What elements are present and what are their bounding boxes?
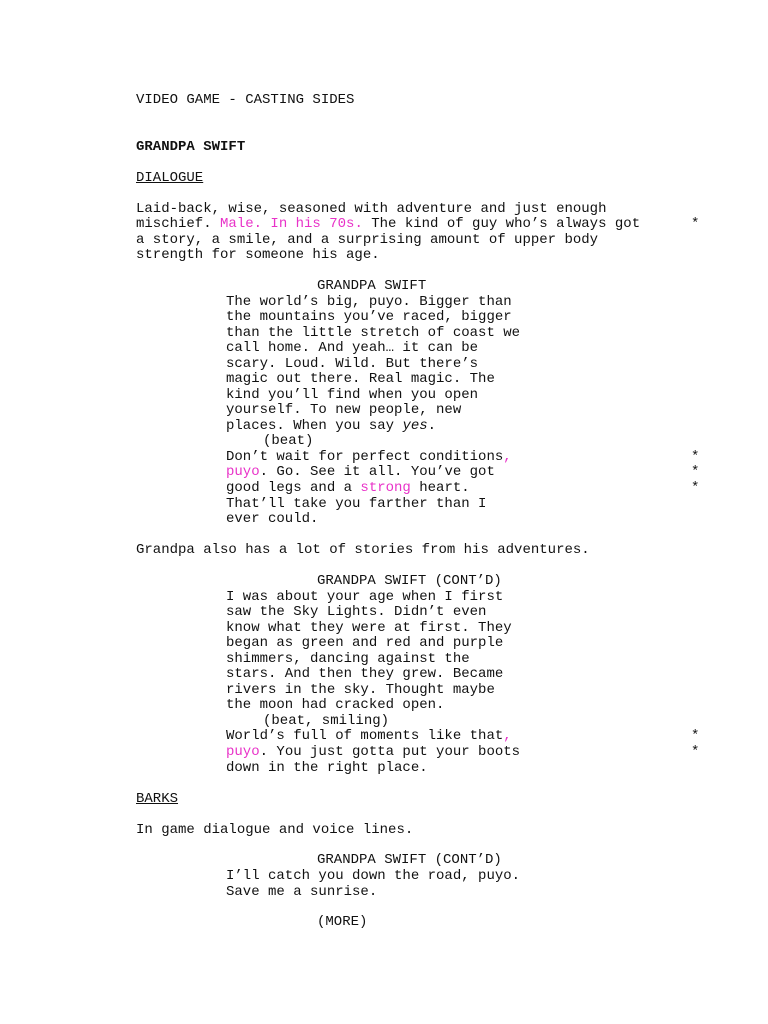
revision-asterisk: * (691, 449, 700, 465)
description-line: strength for someone his age. (136, 247, 380, 263)
character-cue: GRANDPA SWIFT (CONT’D) (317, 573, 502, 589)
dialogue-line (226, 464, 495, 480)
dialogue-line: I was about your age when I first (226, 589, 504, 605)
dialogue-emphasis: yes (402, 418, 428, 434)
dialogue-line (226, 728, 512, 744)
dialogue-text: places. When you say (226, 418, 403, 434)
description-line (136, 216, 640, 232)
dialogue-line: saw the Sky Lights. Didn’t even (226, 604, 487, 620)
dialogue-line: shimmers, dancing against the (226, 651, 470, 667)
revision-asterisk: * (691, 480, 700, 496)
dialogue-line: magic out there. Real magic. The (226, 371, 495, 387)
revision-highlight: , (503, 449, 512, 465)
more-continuation: (MORE) (317, 914, 368, 930)
dialogue-line: ever could. (226, 511, 319, 527)
dialogue-line: call home. And yeah… it can be (226, 340, 479, 356)
section-barks-heading: BARKS (136, 791, 179, 807)
revision-asterisk: * (691, 464, 700, 480)
action-line: In game dialogue and voice lines. (136, 822, 414, 838)
dialogue-line: rivers in the sky. Thought maybe (226, 682, 495, 698)
document-title: VIDEO GAME - CASTING SIDES (136, 92, 355, 108)
action-line: Grandpa also has a lot of stories from his adventures. (136, 542, 590, 558)
dialogue-line: Save me a sunrise. (226, 884, 378, 900)
dialogue-text: . You just gotta put your boots (259, 744, 521, 760)
dialogue-line (226, 418, 436, 434)
dialogue-text: . (427, 418, 437, 434)
dialogue-line: The world’s big, puyo. Bigger than (226, 294, 512, 310)
dialogue-line (226, 449, 512, 465)
parenthetical: (beat) (263, 433, 314, 449)
dialogue-text: heart. (410, 480, 470, 496)
dialogue-line: stars. And then they grew. Became (226, 666, 504, 682)
dialogue-line: know what they were at first. They (226, 620, 512, 636)
character-cue: GRANDPA SWIFT (317, 278, 427, 294)
dialogue-line (226, 744, 520, 760)
revision-highlight: puyo (226, 464, 260, 480)
description-line: a story, a smile, and a surprising amount of upper body (136, 232, 599, 248)
description-text: The kind of guy who’s always got (362, 216, 641, 232)
description-line: Laid-back, wise, seasoned with adventure and just enough (136, 201, 607, 217)
character-heading: GRANDPA SWIFT (136, 139, 246, 155)
dialogue-line: the mountains you’ve raced, bigger (226, 309, 512, 325)
revision-highlight: Male. In his 70s. (220, 216, 363, 232)
dialogue-line: scary. Loud. Wild. But there’s (226, 356, 479, 372)
dialogue-text: World’s full of moments like that (226, 728, 504, 744)
dialogue-line: than the little stretch of coast we (226, 325, 521, 341)
dialogue-line: yourself. To new people, new (226, 402, 462, 418)
parenthetical: (beat, smiling) (263, 713, 390, 729)
revision-highlight: strong (360, 480, 411, 496)
revision-asterisk: * (691, 216, 700, 232)
dialogue-line: kind you’ll find when you open (226, 387, 479, 403)
section-dialogue-heading: DIALOGUE (136, 170, 204, 186)
revision-highlight: puyo (226, 744, 260, 760)
dialogue-line: began as green and red and purple (226, 635, 504, 651)
revision-asterisk: * (691, 744, 700, 760)
revision-highlight: , (503, 728, 512, 744)
character-cue: GRANDPA SWIFT (CONT’D) (317, 852, 502, 868)
dialogue-line: down in the right place. (226, 760, 428, 776)
dialogue-line: the moon had cracked open. (226, 697, 445, 713)
dialogue-line: That’ll take you farther than I (226, 496, 487, 512)
dialogue-line (226, 480, 470, 496)
description-text: mischief. (136, 216, 221, 232)
dialogue-text: good legs and a (226, 480, 361, 496)
dialogue-text: Don’t wait for perfect conditions (226, 449, 504, 465)
revision-asterisk: * (691, 728, 700, 744)
dialogue-text: . Go. See it all. You’ve got (259, 464, 495, 480)
dialogue-line: I’ll catch you down the road, puyo. (226, 868, 521, 884)
